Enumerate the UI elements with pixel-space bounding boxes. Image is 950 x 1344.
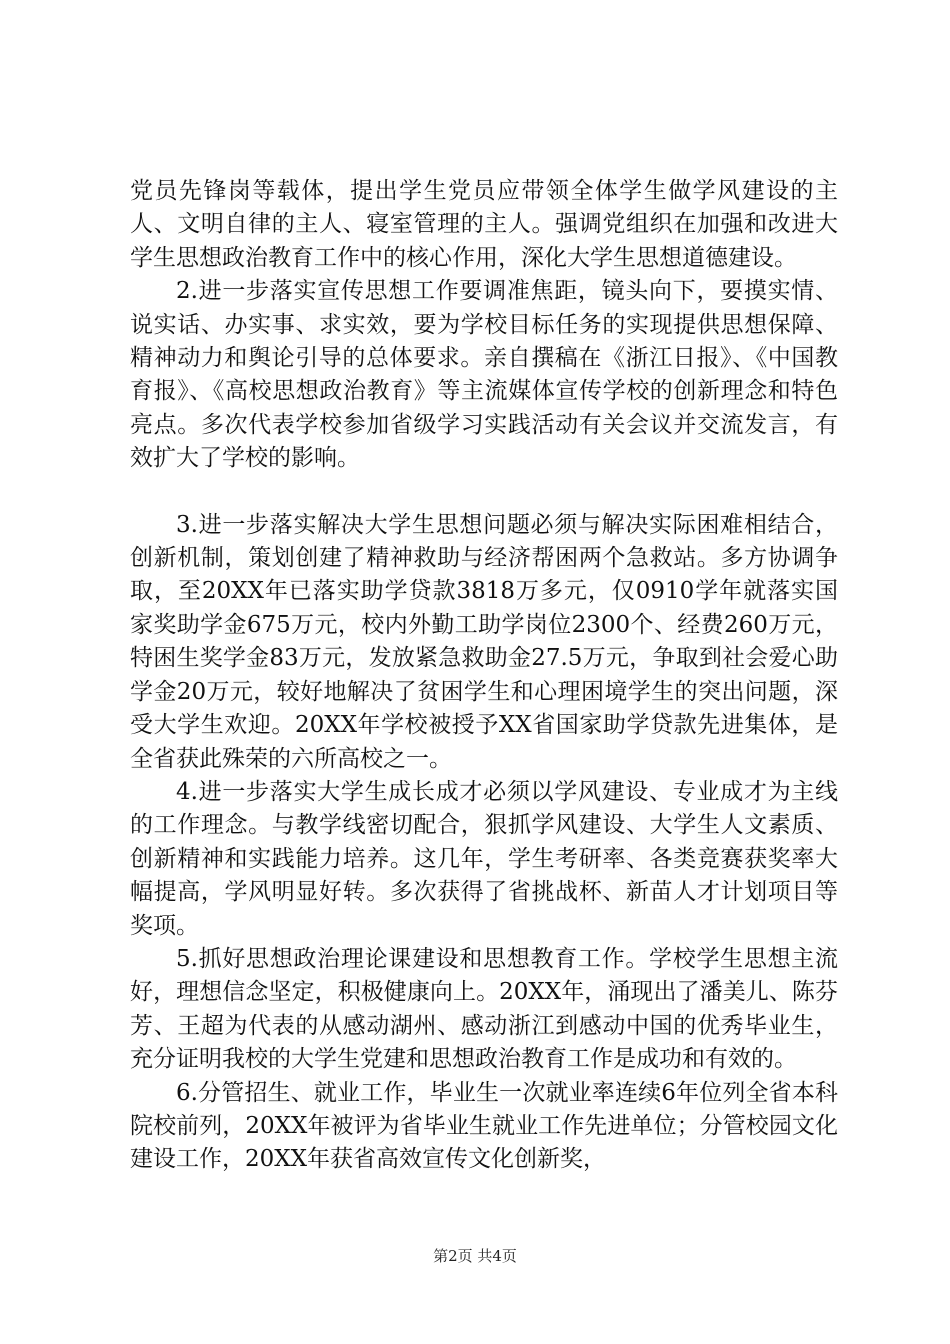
page-footer: 第2页 共4页	[433, 1247, 517, 1265]
paragraph-item-3: 3.进一步落实解决大学生思想问题必须与解决实际困难相结合，创新机制，策划创建了精神救助与经济帮困两个急救站。多方协调争取，至20XX年已落实助学贷款3818万多元，仅0910学年就落实国家奖助学金675万元，校内外勤工助学岗位2300个、经费260万元，特困生奖学金83万元，发放紧急救助金27.5万元，争取到社会爱心助学金20万元，较好地解决了贫困学生和心理困境学生的突出问题，深受大学生欢迎。20XX年学校被授予XX省国家助学贷款先进集体，是全省获此殊荣的六所高校之一。	[130, 511, 838, 772]
paragraph-item-2: 2.进一步落实宣传思想工作要调准焦距，镜头向下，要摸实情、说实话、办实事、求实效，要为学校目标任务的实现提供思想保障、精神动力和舆论引导的总体要求。亲自撰稿在《浙江日报》、《中国教育报》、《高校思想政治教育》等主流媒体宣传学校的创新理念和特色亮点。多次代表学校参加省级学习实践活动有关会议并交流发言，有效扩大了学校的影响。	[130, 278, 838, 472]
paragraph-item-6: 6.分管招生、就业工作，毕业生一次就业率连续6年位列全省本科院校前列，20XX年被评为省毕业生就业工作先进单位；分管校园文化建设工作，20XX年获省高效宣传文化创新奖，	[130, 1079, 838, 1173]
document-body	[130, 175, 838, 1177]
paragraph-item-5: 5.抓好思想政治理论课建设和思想教育工作。学校学生思想主流好，理想信念坚定，积极健康向上。20XX年，涌现出了潘美儿、陈芬芳、王超为代表的从感动湖州、感动浙江到感动中国的优秀毕业生，充分证明我校的大学生党建和思想政治教育工作是成功和有效的。	[130, 945, 838, 1073]
paragraph-item-4: 4.进一步落实大学生成长成才必须以学风建设、专业成才为主线的工作理念。与教学线密切配合，狠抓学风建设、大学生人文素质、创新精神和实践能力培养。这几年，学生考研率、各类竞赛获奖率大幅提高，学风明显好转。多次获得了省挑战杯、新苗人才计划项目等奖项。	[130, 778, 838, 939]
paragraph-continuation: 党员先锋岗等载体，提出学生党员应带领全体学生做学风建设的主人、文明自律的主人、寝室管理的主人。强调党组织在加强和改进大学生思想政治教育工作中的核心作用，深化大学生思想道德建设。	[130, 178, 838, 271]
